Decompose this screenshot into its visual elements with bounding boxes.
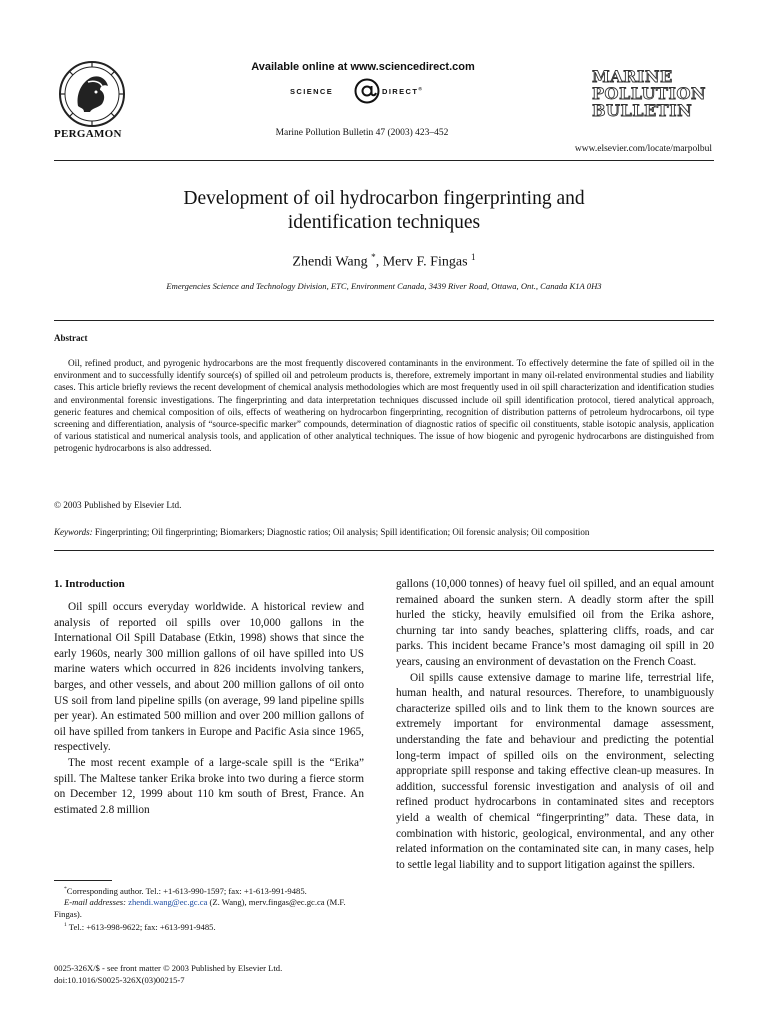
journal-line: MARINE xyxy=(592,67,673,86)
sciencedirect-right-word xyxy=(382,87,423,96)
email-link-plain[interactable]: merv.fingas@ec.gc.ca xyxy=(248,897,325,908)
paragraph: The most recent example of a large-scale spill is the “Erika” spill. The Maltese tanker Erika broke into two during a fierce storm on December 12, 1999 about 110 km south of Brest, France. An estimated 2.8 million xyxy=(54,756,364,816)
pergamon-seal-icon xyxy=(58,60,126,128)
title-line: Development of oil hydrocarbon fingerprinting and xyxy=(183,188,585,209)
front-matter xyxy=(54,963,364,986)
at-sign-logo-icon xyxy=(354,78,380,104)
keywords-label: Keywords: xyxy=(54,527,93,537)
sciencedirect-logo[interactable] xyxy=(290,78,440,106)
section-heading: 1. Introduction xyxy=(54,578,125,590)
paragraph: Oil spill occurs everyday worldwide. A historical review and analysis of reported oil spills over 10,000 gallons in the International Oil Spill Database (Etkin, 1998) shows that since the early 1960s, nearly 300 million gallons of oil have spilled into US marine waters which occurred in 826 incidents involving tankers, barges, and other vessels, and about 200 million gallons of oil onto US soil from land pipeline spills (on average, 99 land pipeline spills per year). An estimated 500 million and over 200 million gallons of oil have spilled from tankers in Europe and Pacific Asia since 1965, respectively. xyxy=(54,601,364,754)
footnote-text: Tel.: +613-998-9622; fax: +613-991-9485. xyxy=(68,922,216,933)
footnote-mark[interactable]: 1 xyxy=(471,252,476,262)
footnote-mark: * xyxy=(64,886,67,892)
journal-line: BULLETIN xyxy=(592,101,693,120)
author-name: Zhendi Wang xyxy=(292,254,368,270)
abstract-text: Oil, refined product, and pyrogenic hydrocarbons are the most frequently discovered contaminants in the environment. To effectively determine the fate of spilled oil in the environment and to successfully identify source(s) of spilled oil and petroleum products is, therefore, extremely important in many oil-related environmental studies and liability cases. This article briefly reviews the recent development of chemical analysis methodologies which are most frequently used in oil spill characterization and identification studies and environmental forensic investigations. The fingerprinting and data interpretation techniques discussed include oil spill identification protocol, tiered analytical approach, generic features and chemical composition of oils, effects of weathering on hydrocarbon fingerprinting, recognition of distribution patterns of petroleum hydrocarbons, oil type screening and differentiation, analysis of “source-specific marker” compounds, determination of diagnostic ratios of specific oil constituents, stable isotopic analysis, application of various statistical and numerical analysis tools, and application of other analytical techniques. The issue of how biogenic and pyrogenic hydrocarbons are distinguished from petrogenic hydrocarbons is also addressed. xyxy=(54,358,714,454)
author-name: Merv F. Fingas xyxy=(382,254,468,270)
left-column xyxy=(54,600,364,818)
right-column xyxy=(396,577,714,873)
journal-citation: Marine Pollution Bulletin 47 (2003) 423–452 xyxy=(275,128,449,138)
footnote-corresponding xyxy=(54,884,364,897)
article-title xyxy=(100,187,668,235)
paragraph: Oil spills cause extensive damage to marine life, terrestrial life, human health, and natural resources. Therefore, to unambiguously characterize spilled oils and to link them to the known sources are extremely important for environmental damage assessment, understanding the fate and behaviour and predicting the potential long-term impact of spilled oils on the environment, selecting appropriate spill response and taking effective clean-up measures. In addition, successful forensic investigation and analysis of oil and refined product hydrocarbons in contaminated sites and receptors yield a wealth of chemical “fingerprinting” data. These data, in combination with historic, geological, environmental, and any other related information on the contaminated site can, in many cases, help to settle legal liability and to support litigation against the spillers. xyxy=(396,671,714,871)
title-line: identification techniques xyxy=(287,212,481,233)
corresponding-mark[interactable]: * xyxy=(371,252,376,262)
email-label: E-mail addresses: xyxy=(64,897,126,908)
email-owner: (Z. Wang), xyxy=(207,897,249,908)
footnote-text: Corresponding author. Tel.: +1-613-990-1597; fax: +1-613-991-9485. xyxy=(66,885,307,896)
email-link[interactable]: zhendi.wang@ec.gc.ca xyxy=(128,897,208,908)
abstract-copyright: © 2003 Published by Elsevier Ltd. xyxy=(54,500,182,510)
footnote-divider xyxy=(54,880,112,881)
front-matter-issn: 0025-326X/$ - see front matter © 2003 Published by Elsevier Ltd. xyxy=(54,963,283,973)
author-list xyxy=(100,252,668,271)
available-online-text[interactable]: Available online at www.sciencedirect.com xyxy=(251,61,475,73)
keywords-divider xyxy=(54,550,714,551)
sciencedirect-left-word: SCIENCE xyxy=(290,87,334,96)
header-divider xyxy=(54,160,714,161)
keywords-list: Fingerprinting; Oil fingerprinting; Biomarkers; Diagnostic ratios; Oil analysis; Spill identification; Oil forensic analysis; Oil composition xyxy=(94,527,590,537)
abstract-heading: Abstract xyxy=(54,333,88,343)
abstract-divider xyxy=(54,320,714,321)
footnote-mark: 1 xyxy=(64,922,67,929)
sd-direct: DIRECT xyxy=(382,87,419,96)
journal-line: POLLUTION xyxy=(592,84,706,103)
paragraph: gallons (10,000 tonnes) of heavy fuel oil spilled, and an equal amount remained aboard the sunken stern. A deadly storm after the spill hurled the sticky, heavily emulsified oil from the Erika ashore, churning tar into sandy beaches, splattering cliffs, roads, and car parks. This incident became France’s most damaging oil spill in 20 years, causing an environment of devastation on the French Coast. xyxy=(396,578,714,668)
publisher-name: PERGAMON xyxy=(54,128,122,140)
email-owner: (M.F. Fingas). xyxy=(54,897,346,919)
author-separator: , xyxy=(375,254,383,270)
journal-logo xyxy=(592,68,710,119)
footnotes xyxy=(54,884,364,934)
footnote-phone xyxy=(54,920,364,933)
affiliation: Emergencies Science and Technology Division, ETC, Environment Canada, 3439 River Road, Ottawa, Ont., Canada K1A 0H3 xyxy=(166,281,602,291)
footnote-emails xyxy=(54,897,364,920)
doi[interactable]: doi:10.1016/S0025-326X(03)00215-7 xyxy=(54,974,185,985)
keywords xyxy=(54,527,714,537)
journal-url[interactable]: www.elsevier.com/locate/marpolbul xyxy=(574,144,712,154)
registered-mark: ® xyxy=(418,87,424,93)
